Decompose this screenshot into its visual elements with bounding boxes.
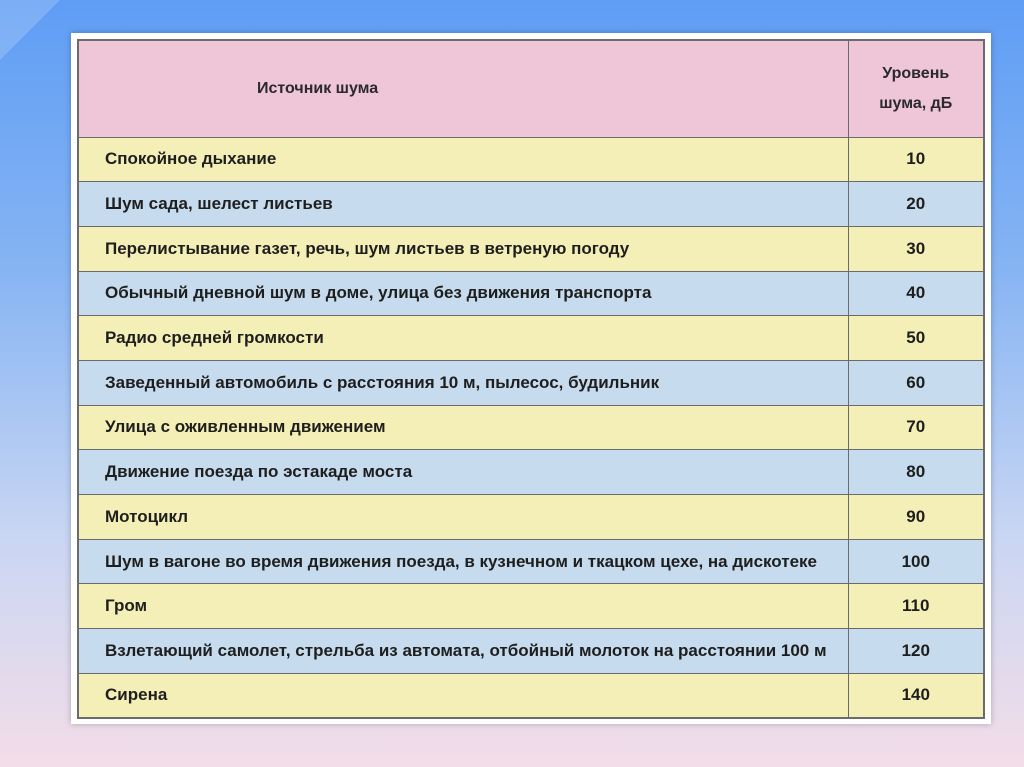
noise-source-cell: Мотоцикл [78,495,848,540]
table-row [78,539,984,584]
noise-level-table [77,39,985,719]
noise-level-cell: 140 [848,673,984,718]
table-row [78,673,984,718]
noise-source-cell: Улица с оживленным движением [78,405,848,450]
table-row [78,495,984,540]
noise-level-cell: 40 [848,271,984,316]
noise-level-cell: 10 [848,137,984,182]
noise-level-cell: 50 [848,316,984,361]
table-header-row [78,40,984,137]
slide-content-frame [71,33,991,724]
noise-source-cell: Шум сада, шелест листьев [78,182,848,227]
noise-source-cell: Радио средней громкости [78,316,848,361]
noise-level-cell: 60 [848,360,984,405]
table-body [78,137,984,718]
noise-level-cell: 80 [848,450,984,495]
header-noise-level [848,40,984,137]
table-row [78,629,984,674]
noise-source-cell: Обычный дневной шум в доме, улица без движения транспорта [78,271,848,316]
noise-level-cell: 90 [848,495,984,540]
table-row [78,271,984,316]
noise-source-cell: Перелистывание газет, речь, шум листьев в ветреную погоду [78,226,848,271]
noise-source-cell: Взлетающий самолет, стрельба из автомата, отбойный молоток на расстоянии 100 м [78,629,848,674]
noise-source-cell: Шум в вагоне во время движения поезда, в кузнечном и ткацком цехе, на дискотеке [78,539,848,584]
table-row [78,316,984,361]
header-level-line2: шума, дБ [879,94,953,112]
header-noise-source: Источник шума [78,40,848,137]
table-row [78,450,984,495]
slide-corner-decoration [0,0,60,60]
noise-level-cell: 120 [848,629,984,674]
noise-level-cell: 30 [848,226,984,271]
table-row [78,584,984,629]
noise-source-cell: Движение поезда по эстакаде моста [78,450,848,495]
noise-level-cell: 110 [848,584,984,629]
noise-source-cell: Гром [78,584,848,629]
table-row [78,182,984,227]
noise-level-cell: 70 [848,405,984,450]
noise-source-cell: Заведенный автомобиль с расстояния 10 м, пылесос, будильник [78,360,848,405]
noise-source-cell: Сирена [78,673,848,718]
table-row [78,360,984,405]
header-level-line1: Уровень [882,64,950,82]
table-row [78,405,984,450]
noise-level-cell: 100 [848,539,984,584]
noise-source-cell: Спокойное дыхание [78,137,848,182]
table-row [78,137,984,182]
noise-level-cell: 20 [848,182,984,227]
table-row [78,226,984,271]
